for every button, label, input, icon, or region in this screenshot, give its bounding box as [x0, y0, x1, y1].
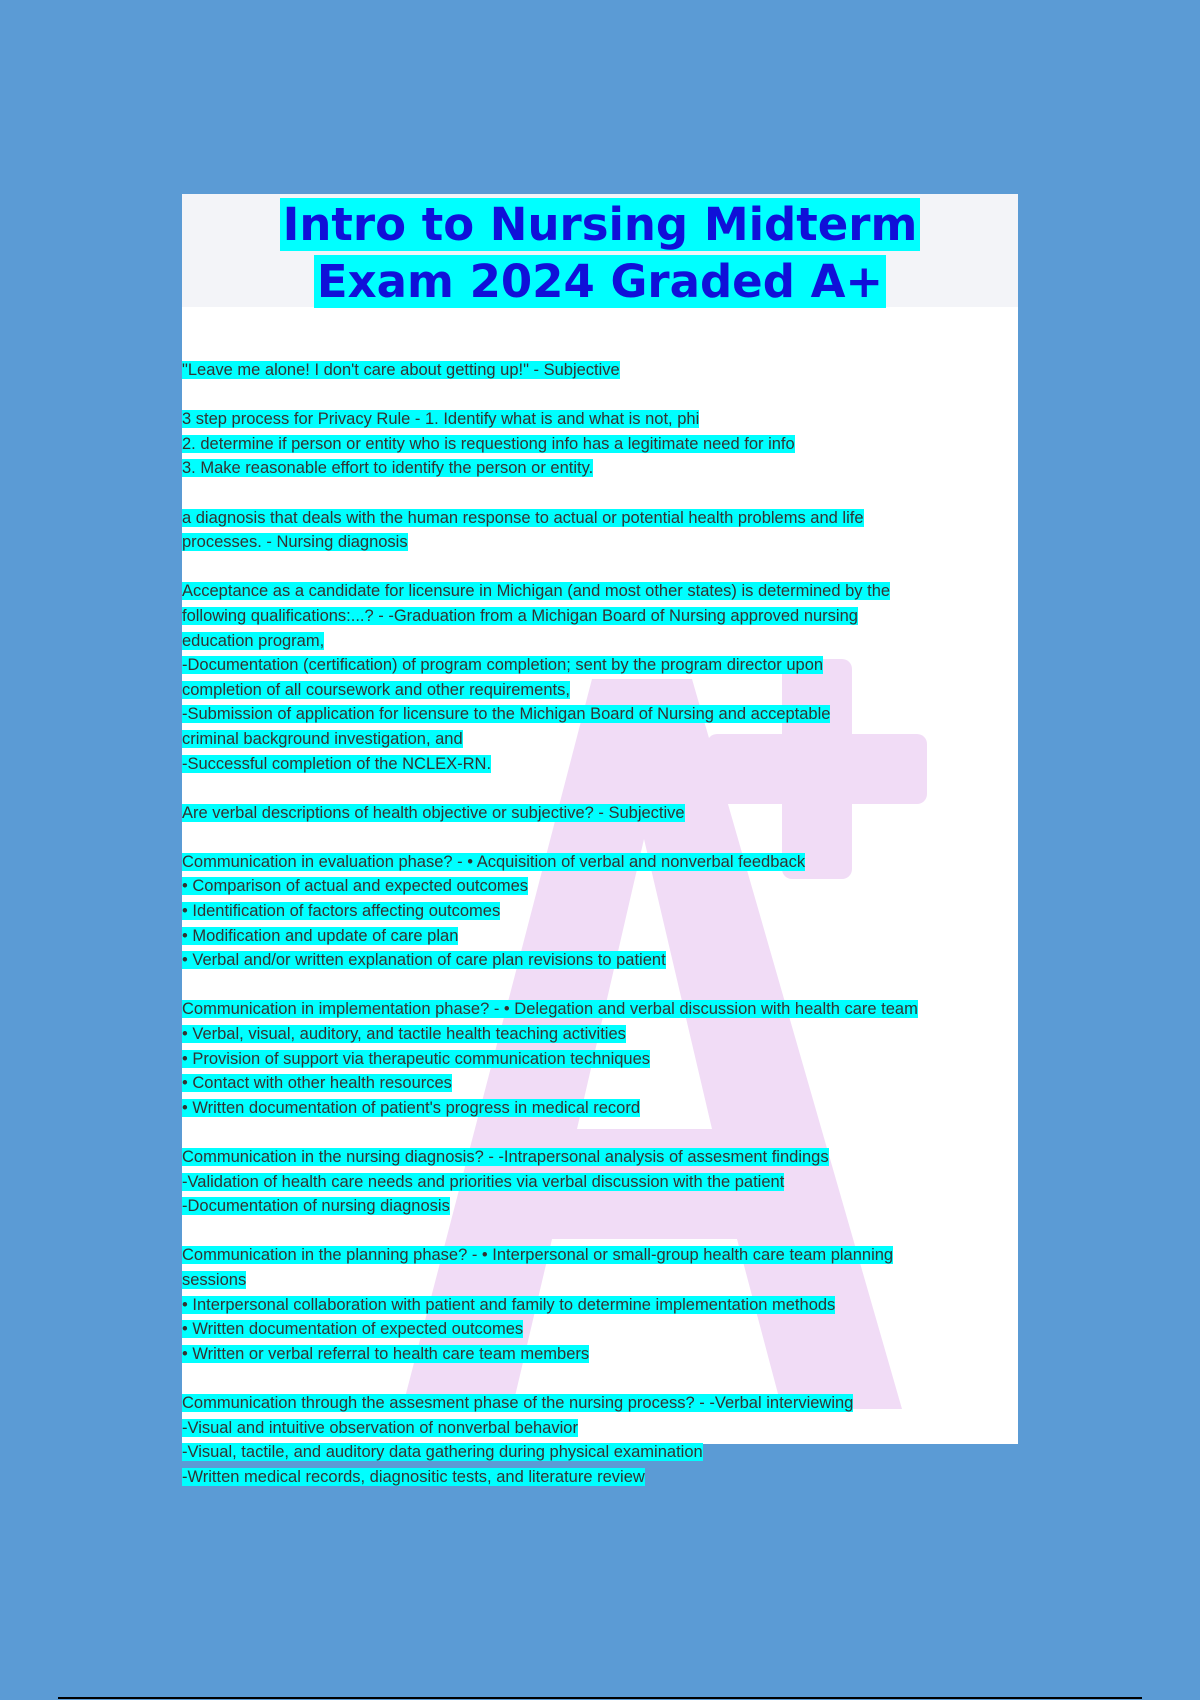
entry-line-row [182, 924, 1032, 949]
entry-line-row [182, 456, 1032, 481]
entry-line: Acceptance as a candidate for licensure in Michigan (and most other states) is determined by the [182, 582, 891, 601]
entry-line: 3. Make reasonable effort to identify the person or entity. [182, 459, 594, 478]
entry-line-row [182, 1293, 1032, 1318]
entry-line: Are verbal descriptions of health objective or subjective? - Subjective [182, 803, 685, 822]
entry-line: • Provision of support via therapeutic communication techniques [182, 1049, 651, 1068]
entry-line: Communication in implementation phase? - • Delegation and verbal discussion with health care team [182, 1000, 918, 1019]
entry-line: following qualifications:...? - -Graduation from a Michigan Board of Nursing approved nursing [182, 606, 858, 625]
flashcard-entry [182, 579, 1032, 776]
entry-line: 2. determine if person or entity who is requestiong info has a legitimate need for info [182, 434, 795, 453]
title-line-2: Exam 2024 Graded A+ [314, 255, 886, 308]
entry-line-row [182, 801, 1032, 826]
flashcard-entry [182, 1391, 1032, 1489]
entry-line-row [182, 653, 1032, 678]
entry-line-row [182, 1194, 1032, 1219]
entry-line-row [182, 850, 1032, 875]
entry-line-row [182, 1022, 1032, 1047]
entry-line-row [182, 1465, 1032, 1490]
entry-line-row [182, 358, 1032, 383]
entry-line-row [182, 727, 1032, 752]
entry-line: Communication in the nursing diagnosis? - -Intrapersonal analysis of assesment findings [182, 1148, 829, 1166]
entry-line-row [182, 1416, 1032, 1441]
entry-line-row [182, 407, 1032, 432]
entry-line-row [182, 1096, 1032, 1121]
entry-line: • Verbal and/or written explanation of care plan revisions to patient [182, 951, 666, 970]
entry-line: -Written medical records, diagnositic tests, and literature review [182, 1467, 645, 1486]
entry-line: • Identification of factors affecting outcomes [182, 902, 501, 921]
entry-line: Communication in the planning phase? - • Interpersonal or small-group health care team planning [182, 1246, 894, 1265]
entry-line-row [182, 1440, 1032, 1465]
entry-line: -Validation of health care needs and priorities via verbal discussion with the patient [182, 1172, 785, 1191]
entry-line-row [182, 1342, 1032, 1367]
entry-line: -Documentation (certification) of program completion; sent by the program director upon [182, 656, 824, 675]
entry-line-row [182, 579, 1032, 604]
entry-line-row [182, 629, 1032, 654]
entry-line: • Written documentation of patient's progress in medical record [182, 1098, 641, 1117]
entry-line-row [182, 1047, 1032, 1072]
entry-line-row [182, 1268, 1032, 1293]
flashcard-entry [182, 407, 1032, 481]
entry-line: Communication through the assesment phase of the nursing process? - -Verbal interviewing [182, 1393, 854, 1412]
entry-line: education program, [182, 631, 325, 650]
entry-line: "Leave me alone! I don't care about getting up!" - Subjective [182, 361, 620, 379]
flashcard-entry [182, 1145, 1032, 1219]
entry-line-row [182, 530, 1032, 555]
entry-line-row [182, 1170, 1032, 1195]
title-line-1: Intro to Nursing Midterm [280, 198, 921, 251]
entry-line: -Visual, tactile, and auditory data gathering during physical examination [182, 1443, 703, 1462]
entry-line-row [182, 1391, 1032, 1416]
flashcard-entry [182, 506, 1032, 555]
entry-line-row [182, 948, 1032, 973]
bottom-rule [58, 1697, 1142, 1699]
entry-line: 3 step process for Privacy Rule - 1. Identify what is and what is not, phi [182, 410, 700, 429]
entry-line-row [182, 1145, 1032, 1170]
entry-line-row [182, 506, 1032, 531]
flashcard-entry [182, 358, 1032, 383]
entry-line: • Written documentation of expected outcomes [182, 1320, 524, 1339]
entry-line-row [182, 432, 1032, 457]
entry-line-row [182, 702, 1032, 727]
entry-line: • Modification and update of care plan [182, 926, 459, 945]
entry-line-row [182, 997, 1032, 1022]
flashcard-entry [182, 1243, 1032, 1366]
entry-line-row [182, 752, 1032, 777]
flashcard-entry [182, 997, 1032, 1120]
document-title [182, 196, 1018, 310]
entry-line-row [182, 1317, 1032, 1342]
entry-line: • Written or verbal referral to health care team members [182, 1344, 590, 1363]
entry-line: -Documentation of nursing diagnosis [182, 1197, 450, 1216]
entry-line-row [182, 678, 1032, 703]
entry-line: completion of all coursework and other requirements, [182, 680, 570, 699]
entry-line-row [182, 899, 1032, 924]
entry-line: Communication in evaluation phase? - • Acquisition of verbal and nonverbal feedback [182, 852, 806, 871]
entry-line: criminal background investigation, and [182, 729, 463, 748]
entry-line: • Verbal, visual, auditory, and tactile health teaching activities [182, 1025, 626, 1044]
flashcard-list [182, 358, 1032, 1514]
entry-line: a diagnosis that deals with the human response to actual or potential health problems and life [182, 508, 864, 527]
entry-line-row [182, 1071, 1032, 1096]
entry-line-row [182, 604, 1032, 629]
entry-line: -Submission of application for licensure to the Michigan Board of Nursing and acceptable [182, 705, 831, 724]
entry-line: processes. - Nursing diagnosis [182, 533, 408, 552]
flashcard-entry [182, 850, 1032, 973]
entry-line: • Comparison of actual and expected outcomes [182, 877, 529, 896]
entry-line: • Contact with other health resources [182, 1074, 452, 1093]
entry-line: -Visual and intuitive observation of nonverbal behavior [182, 1418, 578, 1437]
entry-line-row [182, 1243, 1032, 1268]
entry-line: • Interpersonal collaboration with patient and family to determine implementation methods [182, 1295, 836, 1314]
entry-line: -Successful completion of the NCLEX-RN. [182, 754, 492, 773]
flashcard-entry [182, 801, 1032, 826]
entry-line-row [182, 874, 1032, 899]
entry-line: sessions [182, 1270, 247, 1289]
